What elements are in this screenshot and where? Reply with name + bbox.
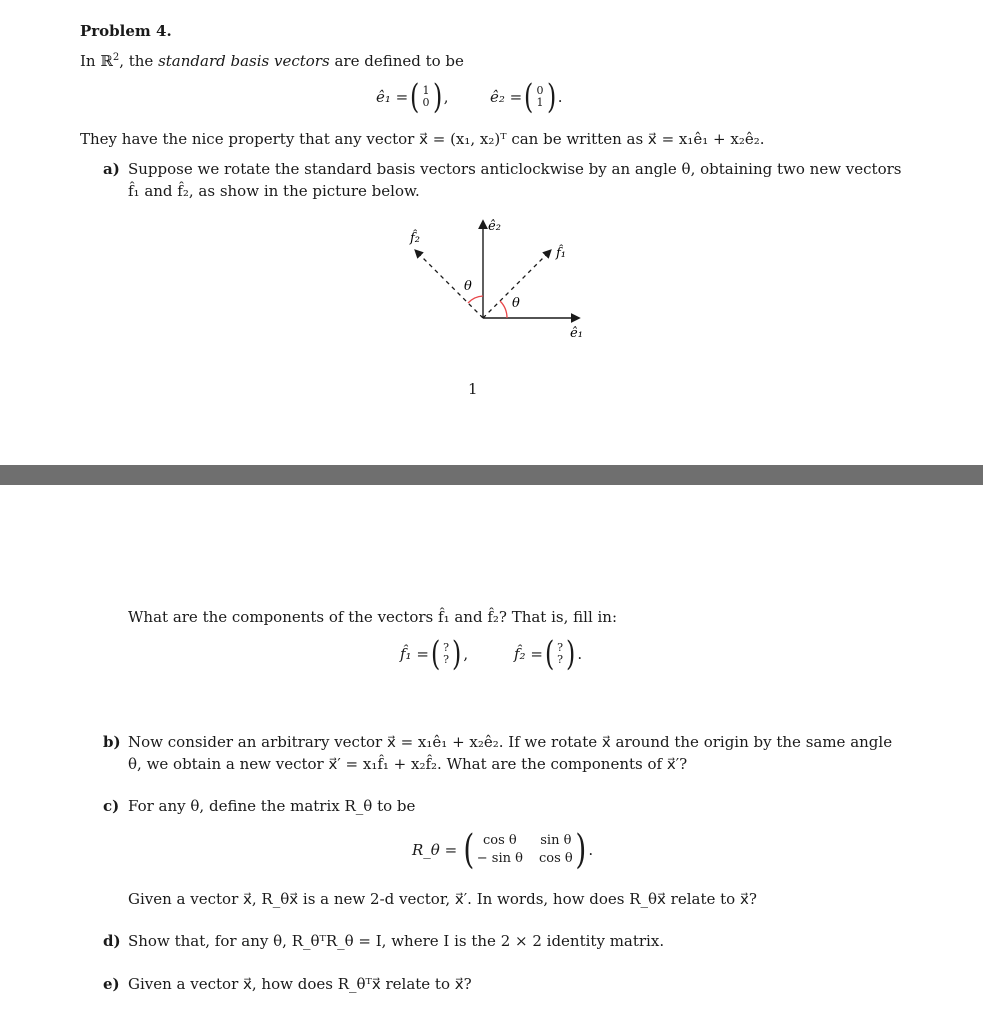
- page-divider: [0, 465, 983, 485]
- paren-left: (: [430, 634, 441, 674]
- e2-top: 0: [536, 84, 544, 97]
- e1-label: ê₁ =: [376, 88, 409, 106]
- matrix-cell-12: sin θ: [540, 833, 572, 848]
- paren-right: ): [452, 634, 462, 674]
- part-e-label: e): [103, 975, 120, 993]
- e1-definition: ê₁ = ( 1 0 ) ,: [376, 77, 449, 117]
- theta-label-lower: θ: [512, 296, 520, 311]
- part-a-question: What are the components of the vectors f̂₁ and f̂₂? That is, fill in:: [128, 608, 618, 626]
- part-c-line2: Given a vector x⃗, R_θx⃗ is a new 2-d vector, x⃗′. In words, how does R_θx⃗ relate to x⃗?: [128, 890, 757, 908]
- angle-arc-e1-f1: [500, 301, 507, 318]
- paren-right: ): [566, 634, 576, 674]
- page-number: 1: [468, 380, 478, 398]
- part-b-label: b): [103, 733, 121, 751]
- matrix-cell-21: − sin θ: [476, 851, 523, 866]
- f1-label: f̂₁ =: [400, 645, 429, 663]
- e2-label: ê₂ =: [490, 88, 523, 106]
- f2-label: f̂₂ =: [514, 645, 543, 663]
- f2-top-unknown: ?: [557, 641, 564, 654]
- e1-figure-label: ê₁: [570, 326, 583, 341]
- paren-left: (: [410, 77, 420, 117]
- f2-arrow: [416, 251, 483, 318]
- rotation-matrix: R_θ = ( cos θ sin θ − sin θ cos θ ) .: [412, 827, 594, 873]
- f1-fill-in: f̂₁ = ( ? ? ) ,: [400, 634, 469, 674]
- intro-sup: 2: [112, 52, 120, 63]
- property-line: They have the nice property that any vector x⃗ = (x₁, x₂)ᵀ can be written as x⃗ = x₁ê₁ + x₂ê₂.: [80, 130, 765, 148]
- f1-bottom-unknown: ?: [443, 653, 450, 666]
- paren-right: ): [575, 827, 586, 873]
- part-b-line2: θ, we obtain a new vector x⃗′ = x₁f̂₁ + x₂f̂₂. What are the components of x⃗′?: [128, 755, 688, 773]
- paren-left: (: [463, 827, 475, 873]
- part-e-text: Given a vector x⃗, how does R_θᵀx⃗ relate to x⃗?: [128, 975, 472, 993]
- part-c-line1: For any θ, define the matrix R_θ to be: [128, 797, 416, 815]
- rotation-figure: [400, 210, 600, 345]
- e1-bottom: 0: [422, 96, 430, 109]
- part-c-label: c): [103, 797, 120, 815]
- part-d-label: d): [103, 932, 121, 950]
- f1-top-unknown: ?: [443, 641, 450, 654]
- problem-title: Problem 4.: [80, 22, 172, 40]
- e2-figure-label: ê₂: [488, 219, 501, 234]
- part-a-line1: Suppose we rotate the standard basis vectors anticlockwise by an angle θ, obtaining two new vectors: [128, 160, 902, 178]
- e1-top: 1: [422, 84, 430, 97]
- f2-bottom-unknown: ?: [557, 653, 564, 666]
- intro-em: standard basis vectors: [158, 52, 330, 70]
- intro-post: are defined to be: [329, 52, 464, 70]
- e2-bottom: 1: [536, 96, 544, 109]
- f2-figure-label: f̂₂: [410, 231, 421, 246]
- e2-definition: ê₂ = ( 0 1 ) .: [490, 77, 563, 117]
- part-a-label: a): [103, 160, 120, 178]
- theta-label-upper: θ: [464, 279, 472, 294]
- f2-fill-in: f̂₂ = ( ? ? ) .: [514, 634, 583, 674]
- angle-arc-e2-f2: [468, 296, 483, 303]
- paren-right: ): [546, 77, 556, 117]
- paren-right: ): [432, 77, 442, 117]
- part-d-text: Show that, for any θ, R_θᵀR_θ = I, where I is the 2 × 2 identity matrix.: [128, 932, 665, 950]
- intro-line: [80, 52, 464, 70]
- paren-left: (: [524, 77, 534, 117]
- matrix-cell-11: cos θ: [483, 833, 517, 848]
- f1-figure-label: f̂₁: [556, 246, 567, 261]
- part-b-line1: Now consider an arbitrary vector x⃗ = x₁ê₁ + x₂ê₂. If we rotate x⃗ around the origin by the same angle: [128, 733, 893, 751]
- matrix-label: R_θ =: [412, 841, 458, 859]
- intro-R: ℝ: [100, 52, 113, 70]
- intro-pre: In: [80, 52, 101, 70]
- part-a-line2: f̂₁ and f̂₂, as show in the picture below.: [128, 182, 420, 200]
- matrix-cell-22: cos θ: [538, 851, 573, 866]
- paren-left: (: [544, 634, 555, 674]
- intro-mid: , the: [119, 52, 159, 70]
